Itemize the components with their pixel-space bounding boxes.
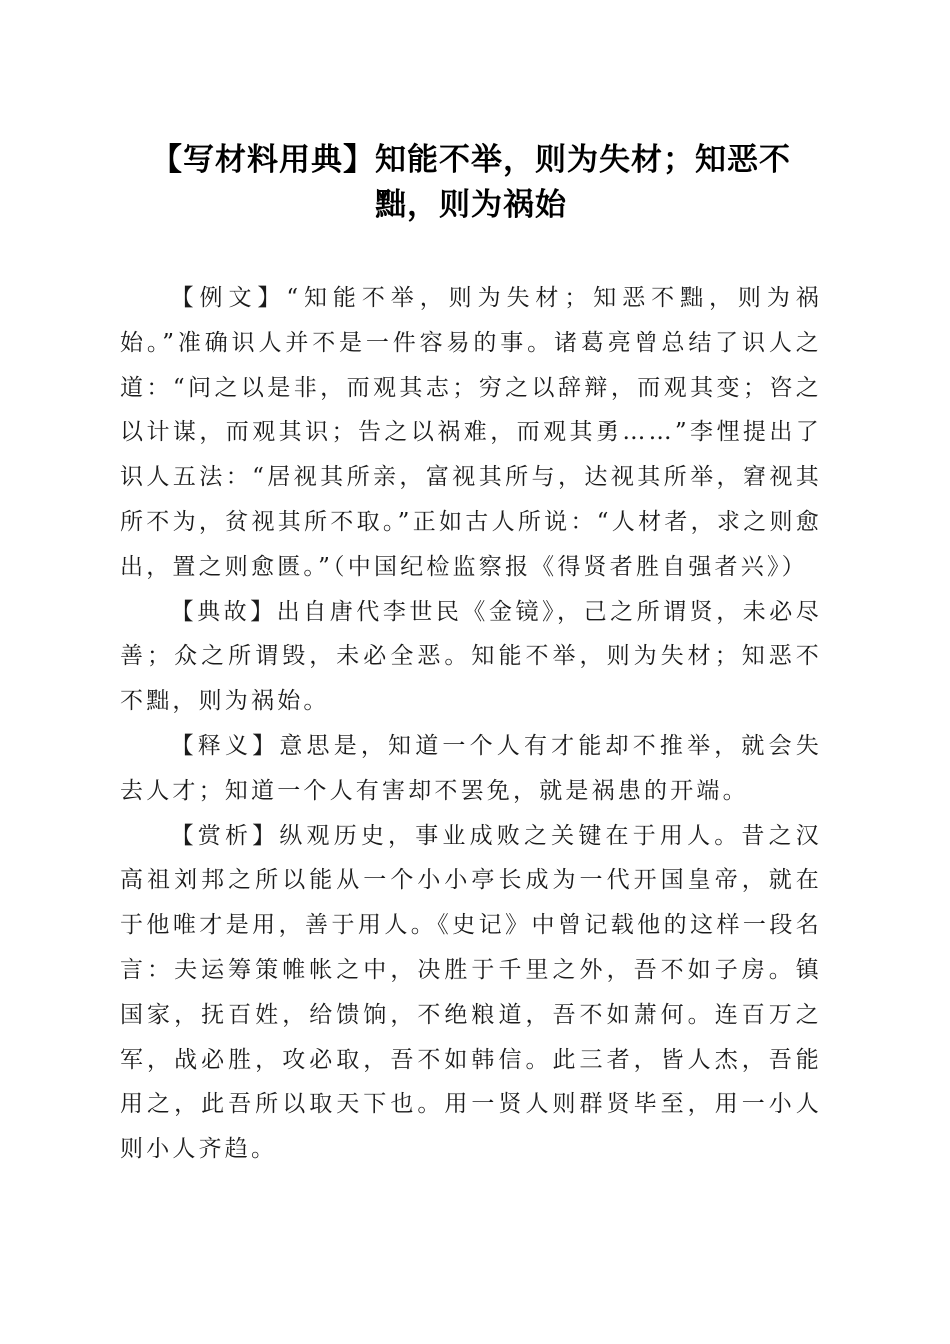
paragraph-text-allusion: 出自唐代李世民《金镜》，己之所谓贤，未必尽善；众之所谓毁，未必全恶。知能不举，则为失材；知恶不不黜，则为祸始。 bbox=[120, 598, 822, 715]
document-title: 【写材料用典】知能不举，则为失材；知恶不黜，则为祸始 bbox=[151, 142, 791, 223]
section-tag-appreciation: 【赏析】 bbox=[170, 822, 280, 849]
paragraph-allusion bbox=[120, 590, 822, 724]
paragraph-text-meaning: 意思是，知道一个人有才能却不推举，就会失去人才；知道一个人有害却不罢免，就是祸患的开端。 bbox=[120, 732, 822, 804]
paragraph-text-appreciation: 纵观历史，事业成败之关键在于用人。昔之汉高祖刘邦之所以能从一个小小亭长成为一代开国皇帝，就在于他唯才是用，善于用人。《史记》中曾记载他的这样一段名言：夫运筹策帷帐之中，决胜于千里之外，吾不如子房。镇国家，抚百姓，给馈饷，不绝粮道，吾不如萧何。连百万之军，战必胜，攻必取，吾不如韩信。此三者，皆人杰，吾能用之，此吾所以取天下也。用一贤人则群贤毕至，用一小人则小人齐趋。 bbox=[120, 822, 822, 1163]
paragraph-example bbox=[120, 276, 822, 590]
section-tag-allusion: 【典故】 bbox=[170, 598, 277, 625]
document-body bbox=[120, 276, 822, 1172]
paragraph-appreciation bbox=[120, 814, 822, 1172]
paragraph-text-example: “知能不举，则为失材；知恶不黜，则为祸始。”准确识人并不是一件容易的事。诸葛亮曾总结了识人之道：“问之以是非，而观其志；穷之以辞辩，而观其变；咨之以计谋，而观其识；告之以祸难，而观其勇……”李悝提出了识人五法：“居视其所亲，富视其所与，达视其所举，窘视其所不为，贫视其所不取。”正如古人所说：“人材者，求之则愈出，置之则愈匮。”（中国纪检监察报《得贤者胜自强者兴》） bbox=[120, 285, 822, 580]
paragraph-meaning bbox=[120, 724, 822, 814]
section-tag-meaning: 【释义】 bbox=[170, 732, 280, 759]
section-tag-example: 【例文】 bbox=[170, 285, 287, 311]
